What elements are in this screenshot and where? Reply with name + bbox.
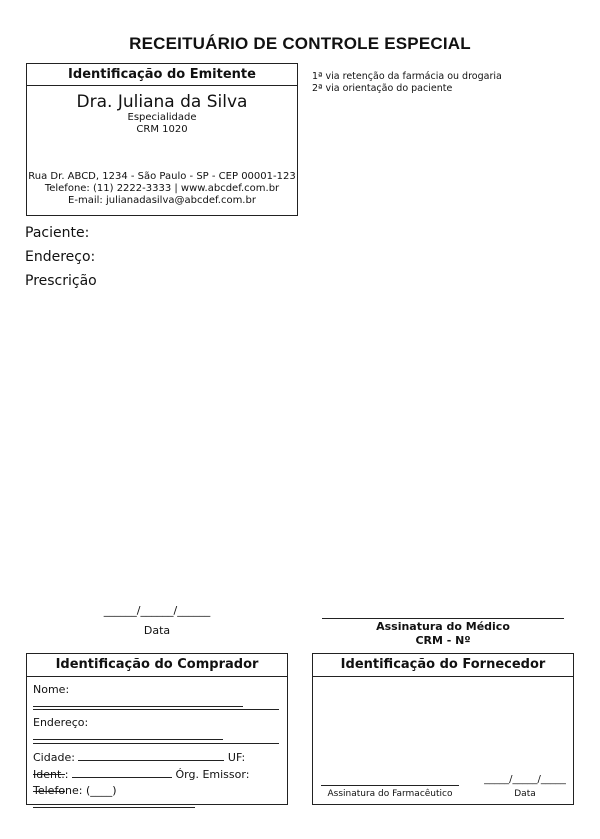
buyer-city-row <box>33 750 279 764</box>
buyer-address-row <box>33 716 279 730</box>
date-blank[interactable]: ______/______/______ <box>103 604 211 617</box>
buyer-name-label: Nome: <box>33 683 70 696</box>
first-copy-note: 1ª via retenção da farmácia ou drogaria <box>312 71 502 82</box>
issuer-heading: Identificação do Emitente <box>27 64 297 86</box>
copy-instructions <box>312 71 502 95</box>
buyer-org-label: Órg. Emissor: <box>175 768 250 781</box>
issuer-address: Rua Dr. ABCD, 1234 - São Paulo - SP - CEP 00001-123 <box>28 171 296 182</box>
buyer-phone-field[interactable] <box>33 797 195 808</box>
buyer-city-label: Cidade: <box>33 751 75 764</box>
buyer-phone-label: Telefone: (____) <box>33 784 117 797</box>
issuer-box <box>26 63 298 216</box>
prescription-label: Prescrição <box>25 273 97 289</box>
doctor-name: Dra. Juliana da Silva <box>76 92 248 112</box>
issuer-email: E-mail: julianadasilva@abcdef.com.br <box>68 195 256 206</box>
pharmacist-signature-label: Assinatura do Farmacêutico <box>327 789 453 799</box>
address-label: Endereço: <box>25 249 96 265</box>
buyer-address-label: Endereço: <box>33 716 89 729</box>
second-copy-note: 2ª via orientação do paciente <box>312 83 453 94</box>
buyer-name-row <box>33 683 279 697</box>
buyer-phone-row <box>33 784 279 798</box>
supplier-box <box>312 653 574 805</box>
issuer-contact <box>27 171 297 207</box>
supplier-date-blank[interactable]: _____/_____/_____ <box>484 774 566 785</box>
supplier-date-label: Data <box>514 789 536 799</box>
supplier-heading: Identificação do Fornecedor <box>313 654 573 677</box>
buyer-ident-row <box>33 767 279 781</box>
doctor-crm-label: CRM - Nº <box>415 634 471 647</box>
doctor-crm: CRM 1020 <box>136 124 188 135</box>
pharmacist-signature-line[interactable] <box>321 785 459 786</box>
doctor-specialty: Especialidade <box>127 112 197 123</box>
buyer-name-field[interactable] <box>33 696 243 707</box>
buyer-heading: Identificação do Comprador <box>27 654 287 677</box>
buyer-city-field[interactable] <box>78 750 224 761</box>
date-label: Data <box>143 624 171 637</box>
buyer-name-extra-line[interactable] <box>33 709 279 710</box>
patient-label: Paciente: <box>25 225 90 241</box>
page-title: RECEITUÁRIO DE CONTROLE ESPECIAL <box>129 34 471 53</box>
buyer-uf-label: UF: <box>227 751 246 764</box>
buyer-box <box>26 653 288 805</box>
issuer-phone-web: Telefone: (11) 2222-3333 | www.abcdef.com.br <box>44 183 280 194</box>
buyer-ident-label: Ident.: <box>33 768 69 781</box>
doctor-signature-line[interactable] <box>322 618 564 619</box>
buyer-address-field[interactable] <box>33 729 223 740</box>
buyer-ident-field[interactable] <box>72 767 172 778</box>
buyer-address-extra-line[interactable] <box>33 743 279 744</box>
doctor-signature-label: Assinatura do Médico <box>376 620 510 633</box>
